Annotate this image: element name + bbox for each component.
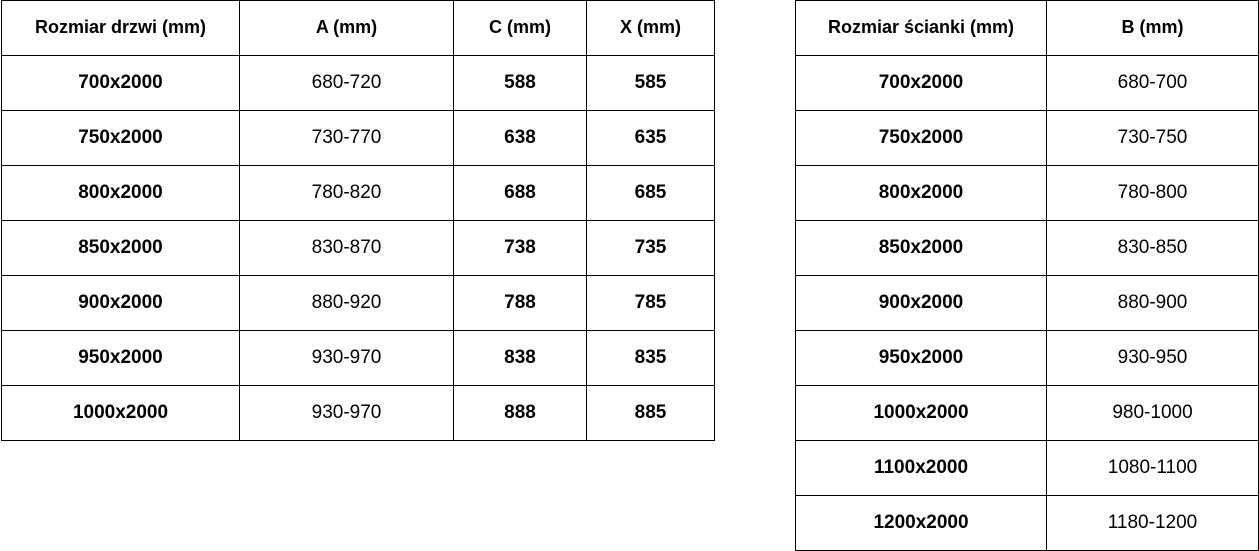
cell-b: 1080-1100: [1047, 441, 1259, 496]
cell-door-size: 750x2000: [2, 111, 240, 166]
cell-a: 780-820: [240, 166, 454, 221]
column-header-a: A (mm): [240, 1, 454, 56]
cell-a: 930-970: [240, 386, 454, 441]
cell-x: 735: [587, 221, 715, 276]
cell-wall-size: 700x2000: [796, 56, 1047, 111]
table-row: [2, 386, 715, 441]
table-row: [2, 221, 715, 276]
cell-x: 585: [587, 56, 715, 111]
table-row: [796, 56, 1259, 111]
cell-wall-size: 850x2000: [796, 221, 1047, 276]
cell-b: 880-900: [1047, 276, 1259, 331]
cell-a: 730-770: [240, 111, 454, 166]
column-header-c: C (mm): [454, 1, 587, 56]
cell-b: 1180-1200: [1047, 496, 1259, 551]
cell-c: 688: [454, 166, 587, 221]
cell-x: 635: [587, 111, 715, 166]
table-row: [796, 496, 1259, 551]
table-row: [796, 441, 1259, 496]
table-row: [796, 221, 1259, 276]
cell-c: 788: [454, 276, 587, 331]
table-row: [796, 276, 1259, 331]
cell-b: 730-750: [1047, 111, 1259, 166]
cell-b: 680-700: [1047, 56, 1259, 111]
cell-b: 930-950: [1047, 331, 1259, 386]
table-header-row: [2, 1, 715, 56]
cell-wall-size: 1100x2000: [796, 441, 1047, 496]
cell-a: 830-870: [240, 221, 454, 276]
cell-b: 980-1000: [1047, 386, 1259, 441]
table-row: [2, 56, 715, 111]
cell-c: 588: [454, 56, 587, 111]
cell-b: 830-850: [1047, 221, 1259, 276]
column-header-door-size: Rozmiar drzwi (mm): [2, 1, 240, 56]
column-header-wall-size: Rozmiar ścianki (mm): [796, 1, 1047, 56]
cell-wall-size: 800x2000: [796, 166, 1047, 221]
cell-a: 880-920: [240, 276, 454, 331]
table-header-row: [796, 1, 1259, 56]
cell-a: 680-720: [240, 56, 454, 111]
cell-c: 888: [454, 386, 587, 441]
column-header-b: B (mm): [1047, 1, 1259, 56]
cell-wall-size: 900x2000: [796, 276, 1047, 331]
table-row: [2, 111, 715, 166]
cell-x: 835: [587, 331, 715, 386]
cell-x: 685: [587, 166, 715, 221]
cell-wall-size: 750x2000: [796, 111, 1047, 166]
table-row: [2, 331, 715, 386]
cell-wall-size: 1200x2000: [796, 496, 1047, 551]
cell-c: 838: [454, 331, 587, 386]
cell-x: 785: [587, 276, 715, 331]
table-row: [796, 166, 1259, 221]
cell-door-size: 850x2000: [2, 221, 240, 276]
cell-door-size: 1000x2000: [2, 386, 240, 441]
cell-wall-size: 1000x2000: [796, 386, 1047, 441]
table-row: [796, 111, 1259, 166]
table-row: [2, 166, 715, 221]
cell-wall-size: 950x2000: [796, 331, 1047, 386]
cell-door-size: 800x2000: [2, 166, 240, 221]
cell-door-size: 950x2000: [2, 331, 240, 386]
table-row: [796, 331, 1259, 386]
cell-b: 780-800: [1047, 166, 1259, 221]
cell-door-size: 900x2000: [2, 276, 240, 331]
door-size-table: [1, 0, 715, 441]
table-row: [796, 386, 1259, 441]
cell-c: 638: [454, 111, 587, 166]
table-row: [2, 276, 715, 331]
column-header-x: X (mm): [587, 1, 715, 56]
cell-x: 885: [587, 386, 715, 441]
cell-c: 738: [454, 221, 587, 276]
cell-door-size: 700x2000: [2, 56, 240, 111]
wall-size-table: [795, 0, 1259, 551]
cell-a: 930-970: [240, 331, 454, 386]
